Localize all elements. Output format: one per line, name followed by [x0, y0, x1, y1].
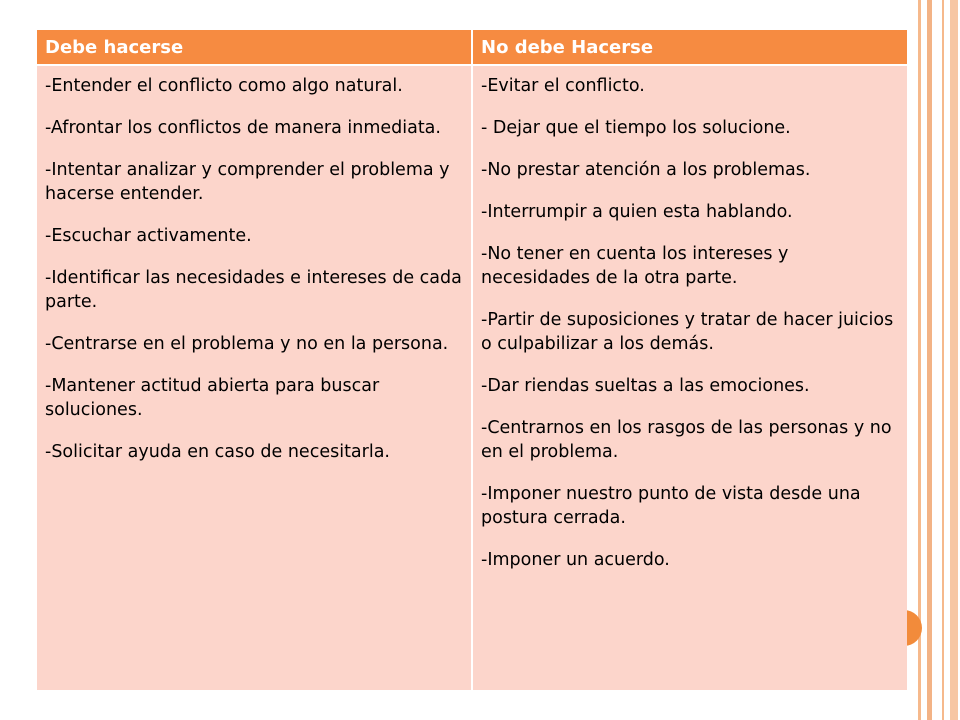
- list-item: -Centrarnos en los rasgos de las personas y no en el problema.: [481, 418, 892, 462]
- list-item: -Evitar el conflicto.: [481, 76, 645, 96]
- comparison-table: [37, 30, 907, 690]
- list-item: -Partir de suposiciones y tratar de hacer juicios o culpabilizar a los demás.: [481, 310, 894, 354]
- header-no-debe-hacerse: No debe Hacerse: [472, 30, 907, 65]
- table-body-row: [37, 65, 907, 690]
- list-item: -No prestar atención a los problemas.: [481, 160, 811, 180]
- list-item: -Afrontar los conflictos de manera inmediata.: [45, 118, 441, 138]
- list-item: -Identificar las necesidades e intereses de cada parte.: [45, 268, 462, 312]
- header-debe-hacerse: Debe hacerse: [37, 30, 472, 65]
- list-item: -Solicitar ayuda en caso de necesitarla.: [45, 442, 390, 462]
- list-item: -Interrumpir a quien esta hablando.: [481, 202, 793, 222]
- list-item: -Mantener actitud abierta para buscar soluciones.: [45, 376, 380, 420]
- left-column-cell: [37, 65, 472, 690]
- list-item: -Imponer un acuerdo.: [481, 550, 670, 570]
- right-column-cell: [472, 65, 907, 690]
- list-item: -Escuchar activamente.: [45, 226, 252, 246]
- decorative-border-line: [927, 0, 932, 720]
- table-header-row: [37, 30, 907, 65]
- list-item: -Dar riendas sueltas a las emociones.: [481, 376, 810, 396]
- decorative-border-line: [918, 0, 921, 720]
- list-item: -Intentar analizar y comprender el problema y hacerse entender.: [45, 160, 450, 204]
- list-item: - Dejar que el tiempo los solucione.: [481, 118, 791, 138]
- list-item: -No tener en cuenta los intereses y necesidades de la otra parte.: [481, 244, 789, 288]
- list-item: -Entender el conflicto como algo natural.: [45, 76, 403, 96]
- list-item: -Imponer nuestro punto de vista desde una postura cerrada.: [481, 484, 861, 528]
- decorative-border-line: [950, 0, 958, 720]
- list-item: -Centrarse en el problema y no en la persona.: [45, 334, 449, 354]
- decorative-border-line: [942, 0, 944, 720]
